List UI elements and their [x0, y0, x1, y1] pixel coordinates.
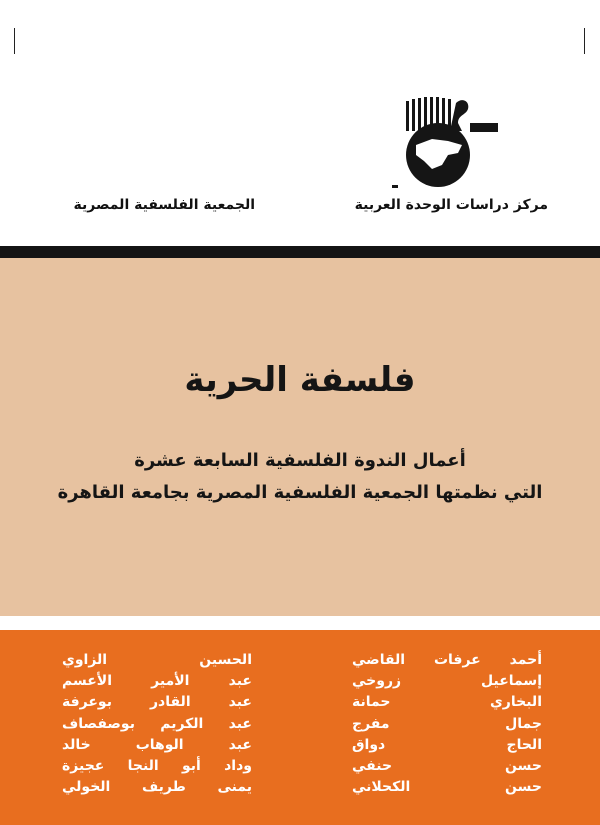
book-title: فلسفة الحرية: [184, 360, 416, 400]
band-gap: [0, 616, 600, 630]
book-subtitle-line-2: التي نظمتها الجمعية الفلسفية المصرية بجامعة القاهرة: [57, 482, 543, 503]
publisher-egyptian-philosophical-society: الجمعية الفلسفية المصرية: [73, 197, 255, 213]
author-name: البخاري حمانة: [352, 694, 542, 711]
author-name: وداد أبو النجا عجيزة: [62, 757, 252, 774]
author-name: عبد الأمير الأعسم: [62, 673, 252, 690]
arab-unity-center-logo-icon: [392, 93, 502, 189]
author-name: يمنى طريف الخولي: [62, 779, 252, 796]
author-name: عبد الوهاب خالد: [62, 736, 252, 753]
author-name: جمال مفرج: [352, 715, 542, 732]
authors-right-column: [352, 650, 542, 798]
book-subtitle-line-1: أعمال الندوة الفلسفية السابعة عشرة: [134, 450, 466, 471]
author-name: عبد الكريم بوصفصاف: [62, 715, 252, 732]
author-name: حسن حنفي: [352, 757, 542, 774]
publisher-arab-unity-center: مركز دراسات الوحدة العربية: [354, 197, 548, 213]
author-name: إسماعيل زروخي: [352, 673, 542, 690]
title-band: [0, 258, 600, 616]
crop-mark-left: [14, 28, 15, 54]
divider-bar: [0, 246, 600, 258]
authors-left-column: [62, 650, 252, 798]
author-name: أحمد عرفات القاضي: [352, 652, 542, 668]
crop-mark-right: [584, 28, 585, 54]
author-name: عبد القادر بوعرفة: [62, 694, 252, 711]
author-name: حسن الكحلاني: [352, 779, 542, 796]
author-name: الحاج دواق: [352, 736, 542, 753]
author-name: الحسين الزاوي: [62, 652, 252, 668]
